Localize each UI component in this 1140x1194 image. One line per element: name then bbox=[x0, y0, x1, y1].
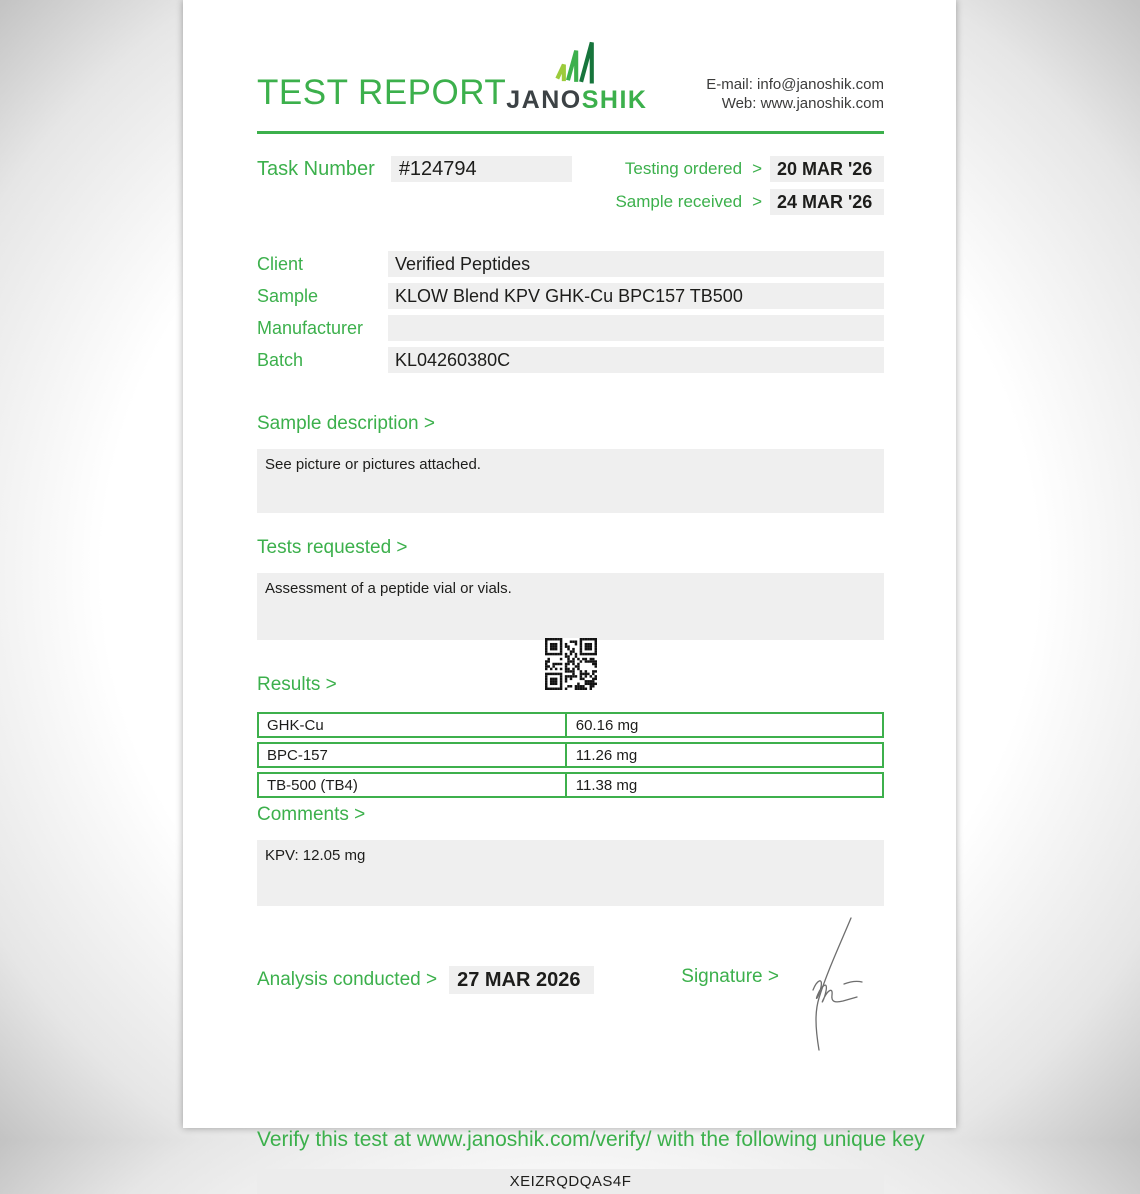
task-number-group bbox=[257, 156, 572, 182]
amount-cell: 60.16 mg bbox=[575, 716, 639, 734]
tests-requested-box: Assessment of a peptide vial or vials. bbox=[257, 573, 884, 640]
table-row bbox=[257, 772, 884, 798]
signature-label: Signature > bbox=[681, 966, 779, 987]
logo-text-dark: JANO bbox=[506, 86, 582, 114]
client-value: Verified Peptides bbox=[388, 251, 884, 277]
analysis-group bbox=[257, 966, 594, 994]
analyte-cell: BPC-157 bbox=[259, 744, 567, 766]
verify-instruction: Verify this test at www.janoshik.com/verify/ with the following unique key bbox=[257, 1128, 925, 1151]
analysis-date-value: 27 MAR 2026 bbox=[449, 966, 594, 994]
unique-key-value: XEIZRQDQAS4F bbox=[257, 1169, 884, 1194]
signature-group bbox=[681, 966, 884, 1054]
amount-cell: 11.38 mg bbox=[575, 776, 638, 794]
report-page bbox=[183, 0, 956, 1190]
analyte-cell: TB-500 (TB4) bbox=[259, 774, 567, 796]
chart-peaks-logo-icon bbox=[545, 40, 609, 86]
dates-group bbox=[615, 156, 884, 215]
info-row-batch bbox=[257, 347, 884, 373]
arrow-glyph: > bbox=[752, 192, 762, 211]
results-heading: Results > bbox=[257, 674, 337, 695]
contact-info bbox=[706, 75, 884, 113]
comments-heading: Comments > bbox=[257, 804, 366, 825]
table-row bbox=[257, 712, 884, 738]
testing-ordered-row bbox=[615, 156, 884, 182]
page-title: TEST REPORT bbox=[257, 73, 507, 112]
manufacturer-label: Manufacturer bbox=[257, 317, 364, 338]
task-dates-row bbox=[257, 156, 884, 215]
analysis-conducted-label: Analysis conducted > bbox=[257, 969, 438, 990]
amount-cell: 11.26 mg bbox=[575, 746, 638, 764]
sample-description-box: See picture or pictures attached. bbox=[257, 449, 884, 513]
analysis-signature-row bbox=[257, 966, 884, 1054]
batch-label: Batch bbox=[257, 349, 304, 370]
manufacturer-value bbox=[388, 315, 884, 341]
sample-label: Sample bbox=[257, 285, 319, 306]
task-number-label: Task Number bbox=[257, 157, 375, 180]
report-header bbox=[257, 0, 884, 113]
batch-value: KL04260380C bbox=[388, 347, 884, 373]
results-heading-row bbox=[257, 644, 884, 696]
info-row-manufacturer bbox=[257, 315, 884, 341]
logo-text-green: SHIK bbox=[581, 86, 648, 114]
sample-received-label: Sample received bbox=[615, 192, 743, 211]
results-table bbox=[257, 712, 884, 798]
tests-requested-heading: Tests requested > bbox=[257, 537, 408, 558]
arrow-glyph: > bbox=[752, 159, 762, 178]
task-number-value: #124794 bbox=[391, 156, 572, 182]
handwritten-signature bbox=[789, 914, 884, 1054]
testing-ordered-label: Testing ordered bbox=[624, 159, 743, 178]
qr-code bbox=[545, 638, 597, 690]
client-label: Client bbox=[257, 253, 304, 274]
sample-value: KLOW Blend KPV GHK-Cu BPC157 TB500 bbox=[388, 283, 884, 309]
sample-received-row bbox=[615, 189, 884, 215]
sample-description-heading: Sample description > bbox=[257, 413, 435, 434]
testing-ordered-value: 20 MAR '26 bbox=[770, 156, 884, 182]
sample-received-value: 24 MAR '26 bbox=[770, 189, 884, 215]
contact-email: E-mail: info@janoshik.com bbox=[706, 76, 884, 93]
janoshik-logo bbox=[506, 40, 647, 113]
comments-box: KPV: 12.05 mg bbox=[257, 840, 884, 906]
table-row bbox=[257, 742, 884, 768]
info-row-client bbox=[257, 251, 884, 277]
logo-wordmark bbox=[506, 88, 647, 113]
header-divider bbox=[257, 131, 884, 134]
analyte-cell: GHK-Cu bbox=[259, 714, 567, 736]
info-row-sample bbox=[257, 283, 884, 309]
contact-web: Web: www.janoshik.com bbox=[721, 95, 884, 112]
info-fields bbox=[257, 251, 884, 373]
